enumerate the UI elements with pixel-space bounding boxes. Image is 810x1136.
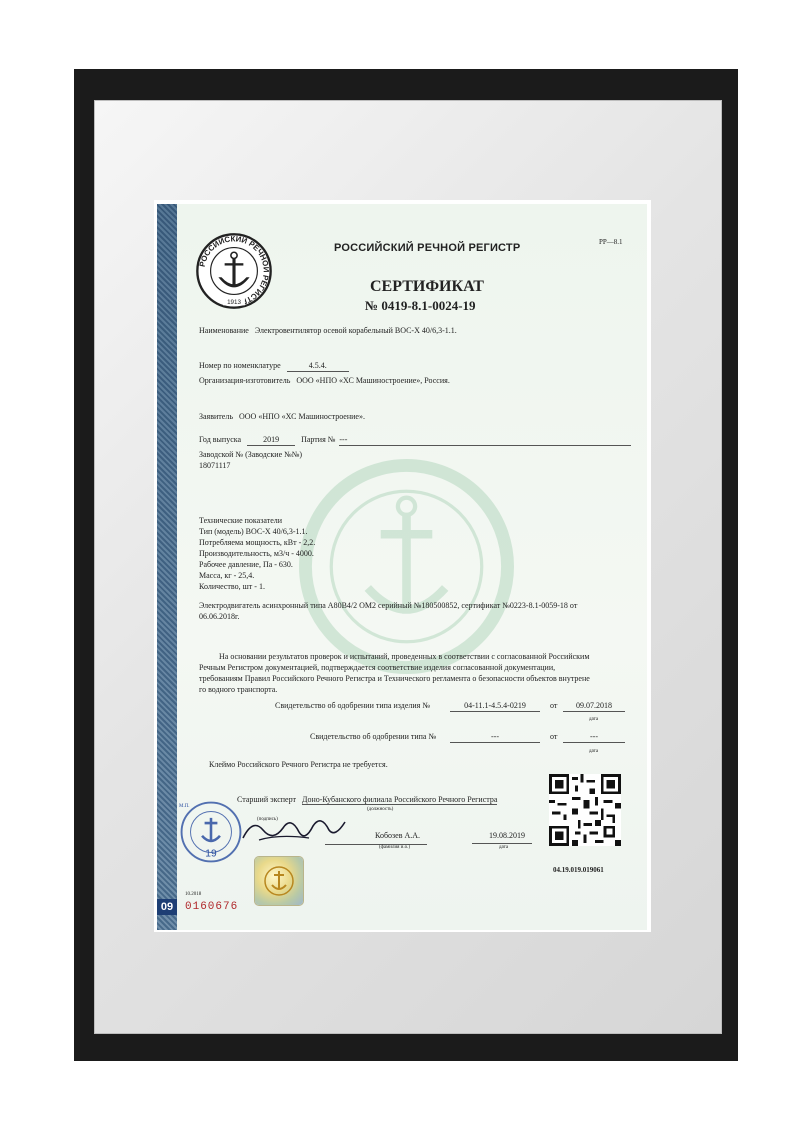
name-caption: (фамилия и.о.) (379, 845, 411, 850)
brand-note: Клеймо Российского Речного Регистра не требуется. (209, 760, 388, 769)
manufacturer-label: Организация-изготовитель (199, 376, 291, 385)
position-caption: (должность) (367, 807, 394, 812)
signer-name: Кобозев А.А. (375, 831, 421, 840)
guilloche-border (157, 204, 177, 930)
signer-position-row (237, 795, 497, 805)
batch-value: --- (339, 435, 631, 446)
side-number: 09 (157, 899, 177, 915)
manufacturer-value: ООО «НПО «ХС Машиностроение», Россия. (296, 376, 450, 385)
nomenclature-value: 4.5.4. (287, 361, 349, 372)
mp-label: М.П. (179, 804, 190, 809)
watermark-seal (299, 459, 514, 674)
motor-line: Электродвигатель асинхронный типа А80В4/2 ОМ2 серийный №180500852, сертификат №0223-8.1-0059-18 от (199, 601, 578, 610)
motor-line-date: 06.06.2018г. (199, 612, 240, 621)
serial-label: Заводской № (Заводские №№) (199, 450, 303, 459)
hologram-anchor-icon (255, 857, 303, 905)
certificate-document (157, 204, 647, 930)
product-name-row (199, 326, 457, 336)
nomenclature-label: Номер по номенклатуре (199, 361, 281, 370)
qr-code (549, 774, 621, 846)
signature-line (325, 844, 427, 845)
basis-line: Речным Регистром документацией, подтверждается соответствие изделия согласованной документации, (199, 663, 556, 672)
type-label: Свидетельство об одобрении типа № (310, 732, 437, 741)
batch-label: Партия № (301, 435, 336, 444)
serial-value: 18071117 (199, 461, 231, 470)
date-caption: дата (589, 717, 599, 722)
position-value: Доно-Кубанского филиала Российского Речного Регистра (302, 795, 498, 804)
org-title: РОССИЙСКИЙ РЕЧНОЙ РЕГИСТР (334, 242, 521, 254)
form-code: РР—8.1 (599, 238, 623, 246)
basis-line: На основании результатов проверок и испытаний, проведенных в соответствии с согласованной Российским (219, 652, 590, 661)
product-name-label: Наименование (199, 326, 249, 335)
type-approval-label: Свидетельство об одобрении типа изделия № (275, 701, 430, 710)
type-approval-number: 04-11.1-4.5.4-0219 (450, 701, 540, 712)
applicant-row (199, 412, 365, 422)
document-title: СЕРТИФИКАТ (370, 278, 484, 295)
handwritten-signature (239, 808, 349, 848)
year-batch-row (199, 435, 631, 446)
signature-date: 19.08.2019 (489, 831, 525, 840)
stamp-number: 19 (205, 848, 217, 860)
basis-line: требованиям Правил Российского Речного Регистра и Технического регламента о безопасности объектов внутрене (199, 674, 590, 683)
tech-line: Производительность, м3/ч - 4000. (199, 549, 314, 558)
tech-line: Масса, кг - 25,4. (199, 571, 255, 580)
from-label: от (550, 732, 558, 741)
logo-ring-text: РОССИЙСКИЙ РЕЧНОЙ РЕГИСТ (197, 234, 271, 305)
tech-line: Тип (модель) ВОС-Х 40/6,3-1.1. (199, 527, 308, 536)
date-line (472, 843, 532, 844)
position-prefix: Старший эксперт (237, 795, 296, 804)
basis-line: го водного транспорта. (199, 685, 278, 694)
signature-date-caption: дата (499, 845, 509, 850)
date-caption: дата (589, 749, 599, 754)
applicant-label: Заявитель (199, 412, 233, 421)
type-date: --- (563, 732, 625, 743)
nomenclature-row (199, 361, 349, 372)
hologram-sticker (255, 857, 303, 905)
register-logo (195, 232, 273, 310)
signature-caption: (подпись) (257, 817, 278, 822)
tech-heading: Технические показатели (199, 516, 283, 525)
type-approval-date: 09.07.2018 (563, 701, 625, 712)
tech-line: Рабочее давление, Па - 630. (199, 560, 293, 569)
applicant-value: ООО «НПО «ХС Машиностроение». (238, 412, 365, 421)
blank-number: 0160676 (185, 901, 239, 913)
form-date: 10.2018 (185, 892, 202, 897)
tech-line: Потребляема мощность, кВт - 2,2. (199, 538, 316, 547)
manufacturer-row (199, 376, 450, 386)
year-label: Год выпуска (199, 435, 242, 444)
type-number: --- (450, 732, 540, 743)
year-value: 2019 (247, 435, 295, 446)
qr-code-number: 04.19.019.019061 (553, 866, 604, 874)
logo-year: 1913 (227, 298, 241, 306)
tech-line: Количество, шт - 1. (199, 582, 265, 591)
from-label: от (550, 701, 558, 710)
certificate-number: № 0419-8.1-0024-19 (365, 298, 476, 313)
product-name-value: Электровентилятор осевой корабельный ВОС-Х 40/6,3-1.1. (254, 326, 457, 335)
